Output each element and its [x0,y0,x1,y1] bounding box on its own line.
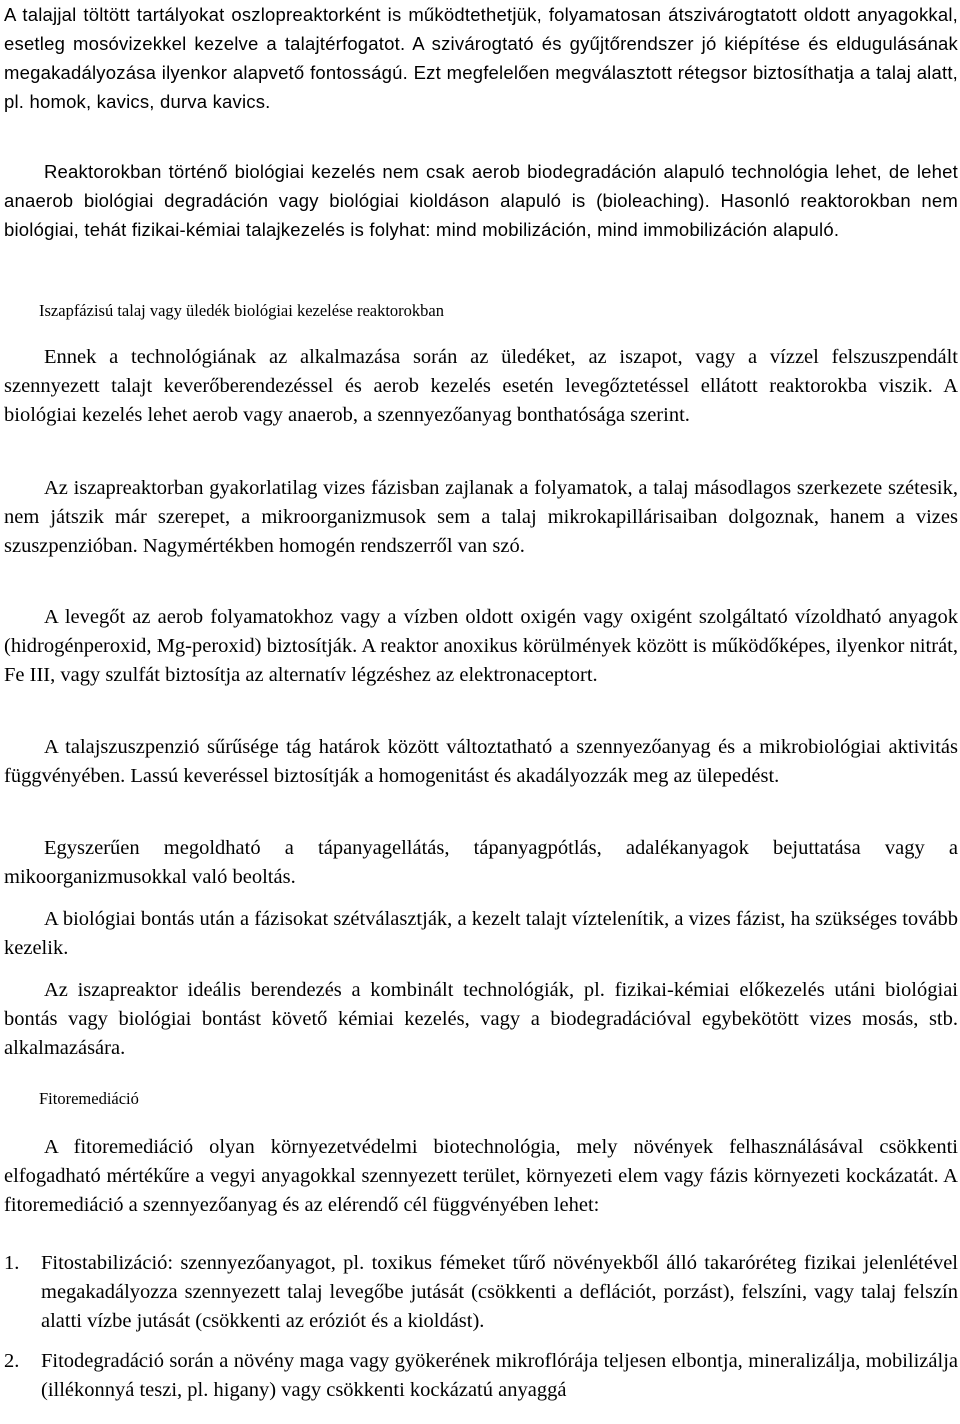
list-item-text: Fitostabilizáció: szennyezőanyagot, pl. toxikus fémeket tűrő növényekből álló takaróréteg fizikai jelenlétével megakadályozza szennyezett talaj levegőbe jutását (csökkenti a deflációt, porzást), felszíni, vagy talaj felszín alatti vízbe jutását (csökkenti az eróziót és a kioldást). [41,1252,958,1332]
paragraph-column-reactor: A talajjal töltött tartályokat oszlopreaktorként is működtethetjük, folyamatosan átszivárogtatott oldott anyagokkal, esetleg mosóvizekkel kezelve a talajtérfogatot. A szivárogtató és gyűjtőrendszer jó kiépítése és eldugulásának megakadályozása ilyenkor alapvető fontosságú. Ezt megfelelően megválasztott rétegsor biztosíthatja a talaj alatt, pl. homok, kavics, durva kavics. [4,4,958,112]
list-item [4,1347,958,1405]
list-item-number: 1. [4,1252,20,1274]
list-item-text: Fitodegradáció során a növény maga vagy gyökerének mikroflórája teljesen elbontja, mineralizálja, mobilizálja (illékonnyá teszi, pl. higany) vagy csökkenti kockázatú anyaggá [41,1350,958,1401]
list-item [4,1249,958,1336]
paragraph-combined-tech: Az iszapreaktor ideális berendezés a kombinált technológiák, pl. fizikai-kémiai előkezelés utáni biológiai bontás vagy biológiai bontást követő kémiai kezelés, vagy a biodegradációval egybekötött vizes mosás, stb. alkalmazására. [4,979,958,1059]
paragraph-nutrients: Egyszerűen megoldható a tápanyagellátás, tápanyagpótlás, adalékanyagok bejuttatása vagy a mikoorganizmusokkal való beoltás. [4,837,958,888]
list-item-number: 2. [4,1350,20,1372]
paragraph-phytoremediation-intro: A fitoremediáció olyan környezetvédelmi biotechnológia, mely növények felhasználásával csökkenti elfogadható mértékűre a vegyi anyagokkal szennyezett terület, környezeti elem vagy fázis környezeti kockázatát. A fitoremediáció a szennyezőanyag és az elérendő cél függvényében lehet: [4,1136,958,1216]
section-heading-slurry: Iszapfázisú talaj vagy üledék biológiai kezelése reaktorokban [39,301,444,320]
paragraph-slurry-process: Az iszapreaktorban gyakorlatilag vizes fázisban zajlanak a folyamatok, a talaj másodlagos szerkezete szétesik, nem játszik már szerepet, a mikroorganizmusok sem a talaj mikrokapillárisaiban dolgoznak, hanem a vizes szuszpenzióban. Nagymértékben homogén rendszerről van szó. [4,477,958,557]
paragraph-reactor-biological: Reaktorokban történő biológiai kezelés nem csak aerob biodegradáción alapuló technológia lehet, de lehet anaerob biológiai degradáción vagy biológiai kioldáson alapuló is (bioleaching). Hasonló reaktorokban nem biológiai, tehát fizikai-kémiai talajkezelés is folyhat: mind mobilizáción, mind immobilizáción alapuló. [4,161,958,240]
paragraph-aeration: A levegőt az aerob folyamatokhoz vagy a vízben oldott oxigén vagy oxigént szolgáltató vízoldható anyagok (hidrogénperoxid, Mg-peroxid) biztosítják. A reaktor anoxikus körülmények között is működőképes, ilyenkor nitrát, Fe III, vagy szulfát biztosítja az alternatív légzéshez az elektronaceptort. [4,606,958,686]
phytoremediation-types-list [4,1249,958,1405]
section-heading-phytoremediation: Fitoremediáció [39,1089,139,1108]
paragraph-phase-separation: A biológiai bontás után a fázisokat szétválasztják, a kezelt talajt víztelenítik, a vizes fázist, ha szükséges tovább kezelik. [4,908,958,959]
paragraph-slurry-technology: Ennek a technológiának az alkalmazása során az üledéket, az iszapot, vagy a vízzel felszuszpendált szennyezett talajt keverőberendezéssel és aerob kezelés esetén levegőztetéssel ellátott reaktorokba viszik. A biológiai kezelés lehet aerob vagy anaerob, a szennyezőanyag bonthatósága szerint. [4,346,958,426]
paragraph-density: A talajszuszpenzió sűrűsége tág határok között változtatható a szennyezőanyag és a mikrobiológiai aktivitás függvényében. Lassú keveréssel biztosítják a homogenitást és akadályozzák meg az ülepedést. [4,736,958,787]
